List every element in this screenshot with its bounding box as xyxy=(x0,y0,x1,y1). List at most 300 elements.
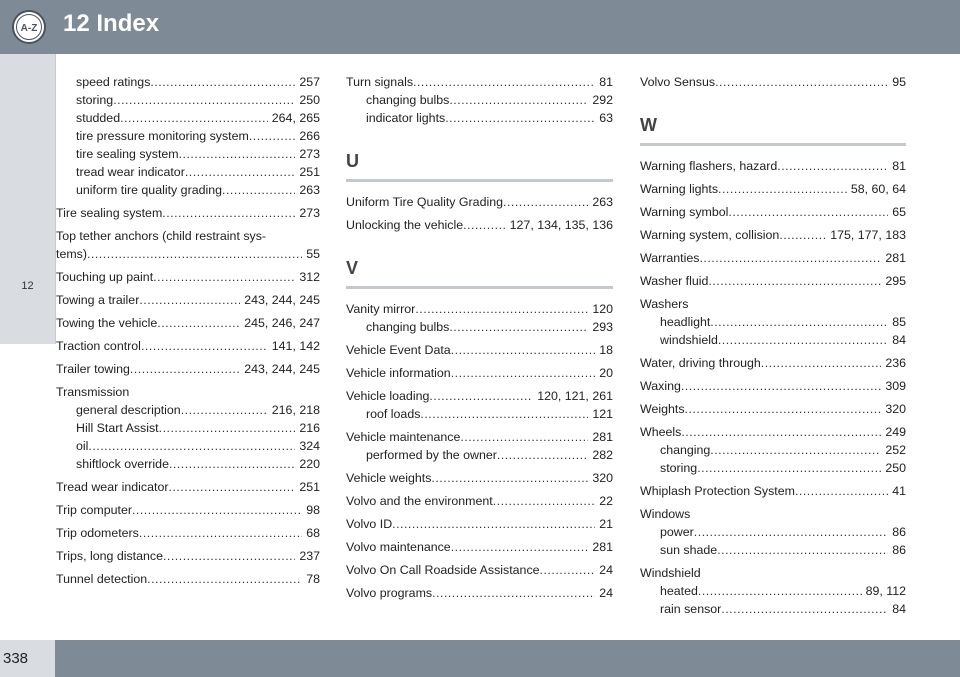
index-entry-text: Vehicle information xyxy=(346,366,451,380)
index-subentry[interactable] xyxy=(346,446,613,464)
index-subentry[interactable] xyxy=(56,419,320,437)
index-entry-line xyxy=(366,446,613,464)
index-subentry[interactable] xyxy=(640,441,906,459)
index-entry-text: Unlocking the vehicle xyxy=(346,218,464,232)
page-reference[interactable]: 251 xyxy=(299,480,320,494)
index-entry[interactable] xyxy=(640,482,906,500)
page-reference[interactable]: 68 xyxy=(306,526,320,540)
index-entry[interactable] xyxy=(640,564,906,582)
page-reference[interactable]: 281 xyxy=(885,251,906,265)
index-entry-text: Uniform Tire Quality Grading xyxy=(346,195,503,209)
section-rule xyxy=(346,286,613,289)
index-subentry[interactable] xyxy=(640,331,906,349)
page-reference[interactable]: 312 xyxy=(299,270,320,284)
index-entry-line xyxy=(660,582,906,600)
index-entry[interactable] xyxy=(56,268,320,286)
dot-leader xyxy=(715,73,888,91)
page-reference[interactable]: 257 xyxy=(299,75,320,89)
index-subentry[interactable] xyxy=(640,459,906,477)
index-entry-line xyxy=(76,91,320,109)
index-subentry[interactable] xyxy=(346,91,613,109)
index-entry[interactable] xyxy=(640,377,906,395)
dot-leader xyxy=(699,249,881,267)
dot-leader xyxy=(451,364,596,382)
index-entry-text: general description xyxy=(76,403,181,417)
page-reference[interactable]: 236 xyxy=(885,356,906,370)
index-subentry[interactable] xyxy=(56,73,320,91)
index-entry-text: Towing a trailer xyxy=(56,293,140,307)
index-entry[interactable] xyxy=(346,428,613,446)
dot-leader xyxy=(681,423,881,441)
page-reference[interactable]: 121 xyxy=(592,407,613,421)
dot-leader xyxy=(728,203,888,221)
page-reference[interactable]: 63 xyxy=(599,111,613,125)
index-entry-text: changing bulbs xyxy=(366,93,450,107)
index-entry-text: Warning flashers, hazard xyxy=(640,159,778,173)
index-entry-line xyxy=(640,482,906,500)
index-entry-text: Weights xyxy=(640,402,685,416)
index-entry-line xyxy=(640,226,906,244)
page-reference[interactable]: 281 xyxy=(592,540,613,554)
page-reference[interactable]: 18 xyxy=(599,343,613,357)
dot-leader xyxy=(721,600,888,618)
index-entry-text: power xyxy=(660,525,694,539)
index-entry-text: Volvo and the environment xyxy=(346,494,493,508)
page-reference[interactable]: 89, 112 xyxy=(865,584,906,598)
dot-leader xyxy=(718,180,847,198)
dot-leader xyxy=(717,541,888,559)
index-entry[interactable] xyxy=(56,314,320,332)
index-entry-text: Windshield xyxy=(640,566,701,580)
index-entry[interactable] xyxy=(56,291,320,309)
page-reference[interactable]: 250 xyxy=(885,461,906,475)
index-entry[interactable] xyxy=(56,524,320,542)
index-entry[interactable] xyxy=(346,300,613,318)
index-entry-line xyxy=(640,73,906,91)
index-entry-text: Washer fluid xyxy=(640,274,709,288)
section-letter: V xyxy=(346,258,359,278)
index-entry-text: windshield xyxy=(660,333,718,347)
index-entry[interactable] xyxy=(346,193,613,211)
dot-leader xyxy=(463,216,506,234)
dot-leader xyxy=(153,268,295,286)
dot-leader xyxy=(445,109,595,127)
index-entry-line xyxy=(346,561,613,579)
dot-leader xyxy=(710,313,888,331)
index-entry[interactable] xyxy=(640,73,906,91)
index-entry-line xyxy=(76,419,320,437)
page-reference[interactable]: 273 xyxy=(299,147,320,161)
page-reference[interactable]: 251 xyxy=(299,165,320,179)
footer-bar xyxy=(0,640,960,677)
page-reference[interactable]: 41 xyxy=(892,484,906,498)
index-entry[interactable] xyxy=(346,561,613,579)
page-reference[interactable]: 21 xyxy=(599,517,613,531)
page-reference[interactable]: 141, 142 xyxy=(271,339,320,353)
index-entry-line xyxy=(346,216,613,234)
index-entry-text: Tunnel detection xyxy=(56,572,148,586)
dot-leader xyxy=(415,300,588,318)
index-entry-text: Warning system, collision xyxy=(640,228,780,242)
index-entry-text: Vehicle maintenance xyxy=(346,430,461,444)
index-entry-text: rain sensor xyxy=(660,602,722,616)
page-reference[interactable]: 309 xyxy=(885,379,906,393)
page-reference[interactable]: 86 xyxy=(892,543,906,557)
page-reference[interactable]: 120, 121, 261 xyxy=(537,389,613,403)
page-reference[interactable]: 98 xyxy=(306,503,320,517)
index-column-2 xyxy=(346,73,613,602)
index-entry[interactable] xyxy=(346,73,613,91)
dot-leader xyxy=(460,428,588,446)
index-entry-line xyxy=(346,364,613,382)
dot-leader xyxy=(795,482,888,500)
page-reference[interactable]: 85 xyxy=(892,315,906,329)
index-entry-text: Vanity mirror xyxy=(346,302,416,316)
index-entry[interactable] xyxy=(346,492,613,510)
index-subentry[interactable] xyxy=(56,181,320,199)
dot-leader xyxy=(681,377,881,395)
index-entry[interactable] xyxy=(640,400,906,418)
dot-leader xyxy=(159,419,296,437)
page-reference[interactable]: 81 xyxy=(599,75,613,89)
dot-leader xyxy=(540,561,596,579)
index-entry-text: Volvo On Call Roadside Assistance xyxy=(346,563,540,577)
index-subentry[interactable] xyxy=(640,313,906,331)
index-entry-line xyxy=(640,295,906,313)
section-rule xyxy=(640,143,906,146)
dot-leader xyxy=(697,459,881,477)
page-reference[interactable]: 84 xyxy=(892,333,906,347)
dot-leader xyxy=(163,547,295,565)
dot-leader xyxy=(139,291,240,309)
index-entry-line xyxy=(346,515,613,533)
section-letter: W xyxy=(640,115,657,135)
index-entry[interactable] xyxy=(56,478,320,496)
index-entry-line xyxy=(76,455,320,473)
index-entry-text: Tread wear indicator xyxy=(56,480,169,494)
page-reference[interactable]: 250 xyxy=(299,93,320,107)
index-entry-line xyxy=(346,387,613,405)
page-reference[interactable]: 263 xyxy=(592,195,613,209)
page-reference[interactable]: 264, 265 xyxy=(271,111,320,125)
index-entry-line xyxy=(366,318,613,336)
index-subentry[interactable] xyxy=(56,163,320,181)
index-entry-line xyxy=(660,331,906,349)
index-entry-text: Touching up paint xyxy=(56,270,154,284)
index-entry-line xyxy=(346,300,613,318)
dot-leader xyxy=(169,455,295,473)
page-reference[interactable]: 273 xyxy=(299,206,320,220)
index-entry-line xyxy=(640,505,906,523)
chapter-side-tab[interactable] xyxy=(0,54,56,344)
index-subentry[interactable] xyxy=(640,523,906,541)
index-entry-line xyxy=(56,570,320,588)
index-entry-line xyxy=(56,547,320,565)
chapter-title: 12 Index xyxy=(63,10,160,37)
dot-leader xyxy=(431,469,588,487)
index-entry-line xyxy=(660,441,906,459)
dot-leader xyxy=(181,401,268,419)
index-entry-line xyxy=(660,600,906,618)
index-entry-text: changing xyxy=(660,443,711,457)
index-entry-text: studded xyxy=(76,111,121,125)
dot-leader xyxy=(150,73,295,91)
index-entry-text: storing xyxy=(660,461,698,475)
dot-leader xyxy=(168,478,295,496)
index-entry-text: Transmission xyxy=(56,385,130,399)
index-entry-text: Warning symbol xyxy=(640,205,729,219)
dot-leader xyxy=(718,331,888,349)
index-entry-line xyxy=(56,268,320,286)
index-entry[interactable] xyxy=(56,337,320,355)
page-reference[interactable]: 245, 246, 247 xyxy=(244,316,320,330)
dot-leader xyxy=(708,272,881,290)
index-entry-text: Vehicle loading xyxy=(346,389,430,403)
dot-leader xyxy=(162,204,295,222)
index-entry[interactable] xyxy=(346,538,613,556)
index-entry-text: Volvo maintenance xyxy=(346,540,451,554)
index-column-1 xyxy=(56,73,320,588)
dot-leader xyxy=(249,127,295,145)
index-entry-text: sun shade xyxy=(660,543,718,557)
index-entry-text: Trip odometers xyxy=(56,526,139,540)
index-subentry[interactable] xyxy=(346,405,613,423)
index-entry[interactable] xyxy=(56,501,320,519)
index-entry-line xyxy=(346,341,613,359)
index-entry-text: Waxing xyxy=(640,379,681,393)
index-entry-text: Traction control xyxy=(56,339,141,353)
index-entry[interactable] xyxy=(346,387,613,405)
index-entry-text: Trip computer xyxy=(56,503,132,517)
index-entry-line xyxy=(76,401,320,419)
dot-leader xyxy=(449,91,588,109)
page-reference[interactable]: 58, 60, 64 xyxy=(850,182,906,196)
index-subentry[interactable] xyxy=(56,91,320,109)
section-letter-heading xyxy=(346,147,613,193)
dot-leader xyxy=(432,584,595,602)
index-entry-text: headlight xyxy=(660,315,711,329)
page-reference[interactable]: 295 xyxy=(885,274,906,288)
index-entry-text: Trips, long distance xyxy=(56,549,163,563)
index-entry-line xyxy=(346,492,613,510)
page-reference[interactable]: 127, 134, 135, 136 xyxy=(509,218,613,232)
index-entry[interactable] xyxy=(640,295,906,313)
page-reference[interactable]: 292 xyxy=(592,93,613,107)
dot-leader xyxy=(157,314,240,332)
dot-leader xyxy=(179,145,296,163)
index-entry-line xyxy=(640,203,906,221)
index-entry-line xyxy=(660,523,906,541)
index-entry-line xyxy=(660,313,906,331)
page-reference[interactable]: 320 xyxy=(885,402,906,416)
dot-leader xyxy=(139,524,302,542)
index-entry[interactable] xyxy=(346,515,613,533)
index-entry-text: uniform tire quality grading xyxy=(76,183,223,197)
index-entry[interactable] xyxy=(56,383,320,401)
index-entry[interactable] xyxy=(640,203,906,221)
index-entry[interactable] xyxy=(346,469,613,487)
index-entry-text: Vehicle Event Data xyxy=(346,343,451,357)
page-reference[interactable]: 24 xyxy=(599,586,613,600)
az-index-icon xyxy=(11,9,47,45)
index-entry-line xyxy=(640,377,906,395)
index-subentry[interactable] xyxy=(56,127,320,145)
page-reference[interactable]: 95 xyxy=(892,75,906,89)
index-entry[interactable] xyxy=(640,226,906,244)
index-entry-text: speed ratings xyxy=(76,75,151,89)
index-entry[interactable] xyxy=(640,180,906,198)
page-reference[interactable]: 84 xyxy=(892,602,906,616)
index-entry[interactable] xyxy=(640,423,906,441)
page-reference[interactable]: 78 xyxy=(306,572,320,586)
index-entry-text: roof loads xyxy=(366,407,421,421)
index-entry[interactable] xyxy=(56,570,320,588)
page-reference[interactable]: 237 xyxy=(299,549,320,563)
dot-leader xyxy=(132,501,302,519)
page-reference[interactable]: 81 xyxy=(892,159,906,173)
index-entry-line xyxy=(640,400,906,418)
index-entry-line xyxy=(56,204,320,222)
index-entry[interactable] xyxy=(346,216,613,234)
page-reference[interactable]: 320 xyxy=(592,471,613,485)
index-subentry[interactable] xyxy=(56,401,320,419)
index-entry[interactable] xyxy=(56,547,320,565)
index-entry[interactable] xyxy=(56,204,320,222)
index-entry-line xyxy=(640,272,906,290)
dot-leader xyxy=(710,441,881,459)
index-entry[interactable] xyxy=(640,354,906,372)
page-reference[interactable]: 263 xyxy=(299,183,320,197)
page-reference[interactable]: 266 xyxy=(299,129,320,143)
page-reference[interactable]: 175, 177, 183 xyxy=(830,228,906,242)
page-reference[interactable]: 249 xyxy=(885,425,906,439)
page-reference[interactable]: 324 xyxy=(299,439,320,453)
index-entry-text: tire sealing system xyxy=(76,147,179,161)
page-reference[interactable]: 220 xyxy=(299,457,320,471)
page-reference[interactable]: 120 xyxy=(592,302,613,316)
dot-leader xyxy=(141,337,268,355)
index-subentry[interactable] xyxy=(640,541,906,559)
dot-leader xyxy=(777,157,888,175)
index-subentry[interactable] xyxy=(640,582,906,600)
dot-leader xyxy=(761,354,882,372)
page-reference[interactable]: 252 xyxy=(885,443,906,457)
index-entry-text: Turn signals xyxy=(346,75,414,89)
index-entry-line xyxy=(76,109,320,127)
index-subentry[interactable] xyxy=(56,145,320,163)
index-subentry[interactable] xyxy=(56,109,320,127)
index-entry[interactable] xyxy=(640,249,906,267)
index-entry-line xyxy=(346,428,613,446)
index-entry-text-cont: tems) xyxy=(56,247,87,261)
page-reference[interactable]: 20 xyxy=(599,366,613,380)
index-entry-line xyxy=(56,337,320,355)
dot-leader xyxy=(429,387,533,405)
index-entry-text: storing xyxy=(76,93,114,107)
dot-leader xyxy=(147,570,302,588)
index-entry-line xyxy=(76,163,320,181)
index-subentry[interactable] xyxy=(56,437,320,455)
index-subentry[interactable] xyxy=(640,600,906,618)
header-bar xyxy=(0,0,960,54)
index-entry[interactable] xyxy=(640,157,906,175)
index-entry-line xyxy=(640,354,906,372)
index-entry-text: Vehicle weights xyxy=(346,471,432,485)
page-reference[interactable]: 293 xyxy=(592,320,613,334)
index-entry[interactable] xyxy=(346,364,613,382)
index-entry-line xyxy=(56,501,320,519)
index-entry[interactable] xyxy=(640,505,906,523)
page-reference[interactable]: 243, 244, 245 xyxy=(244,362,320,376)
index-entry-line xyxy=(56,524,320,542)
index-entry-text: Volvo Sensus xyxy=(640,75,716,89)
page-reference[interactable]: 65 xyxy=(892,205,906,219)
index-entry[interactable] xyxy=(346,584,613,602)
dot-leader xyxy=(87,245,302,263)
index-entry-line xyxy=(640,180,906,198)
page-reference[interactable]: 282 xyxy=(592,448,613,462)
dot-leader xyxy=(88,437,295,455)
page-reference[interactable]: 55 xyxy=(306,247,320,261)
index-entry-text: Hill Start Assist xyxy=(76,421,159,435)
index-entry-line xyxy=(640,157,906,175)
index-entry-text: Washers xyxy=(640,297,689,311)
index-subentry[interactable] xyxy=(346,318,613,336)
index-entry-line xyxy=(366,109,613,127)
index-entry-text: oil xyxy=(76,439,89,453)
index-subentry[interactable] xyxy=(56,455,320,473)
dot-leader xyxy=(694,523,888,541)
page-reference[interactable]: 216 xyxy=(299,421,320,435)
index-entry[interactable] xyxy=(640,272,906,290)
section-letter-heading xyxy=(640,111,906,157)
dot-leader xyxy=(185,163,295,181)
dot-leader xyxy=(497,446,588,464)
page-reference[interactable]: 22 xyxy=(599,494,613,508)
index-entry-line xyxy=(76,73,320,91)
index-entry-line xyxy=(56,360,320,378)
dot-leader xyxy=(685,400,882,418)
dot-leader xyxy=(779,226,826,244)
page-reference[interactable]: 243, 244, 245 xyxy=(244,293,320,307)
page-reference[interactable]: 86 xyxy=(892,525,906,539)
dot-leader xyxy=(222,181,295,199)
index-entry-text: Warranties xyxy=(640,251,700,265)
index-entry-line xyxy=(56,291,320,309)
index-entry-line xyxy=(346,584,613,602)
index-entry-text: Whiplash Protection System xyxy=(640,484,795,498)
index-entry-line xyxy=(76,145,320,163)
index-entry-text: Windows xyxy=(640,507,691,521)
page-reference[interactable]: 24 xyxy=(599,563,613,577)
page-reference[interactable]: 281 xyxy=(592,430,613,444)
index-entry-text: performed by the owner xyxy=(366,448,497,462)
index-entry-line xyxy=(76,437,320,455)
page-reference[interactable]: 216, 218 xyxy=(271,403,320,417)
index-entry-line xyxy=(56,478,320,496)
index-entry-text: Water, driving through xyxy=(640,356,761,370)
index-entry[interactable] xyxy=(56,360,320,378)
dot-leader xyxy=(113,91,295,109)
index-entry-line xyxy=(640,249,906,267)
index-entry-line xyxy=(660,541,906,559)
index-subentry[interactable] xyxy=(346,109,613,127)
index-entry[interactable] xyxy=(56,227,320,263)
index-entry-text: heated xyxy=(660,584,698,598)
index-entry[interactable] xyxy=(346,341,613,359)
section-letter: U xyxy=(346,151,359,171)
dot-leader xyxy=(451,341,596,359)
